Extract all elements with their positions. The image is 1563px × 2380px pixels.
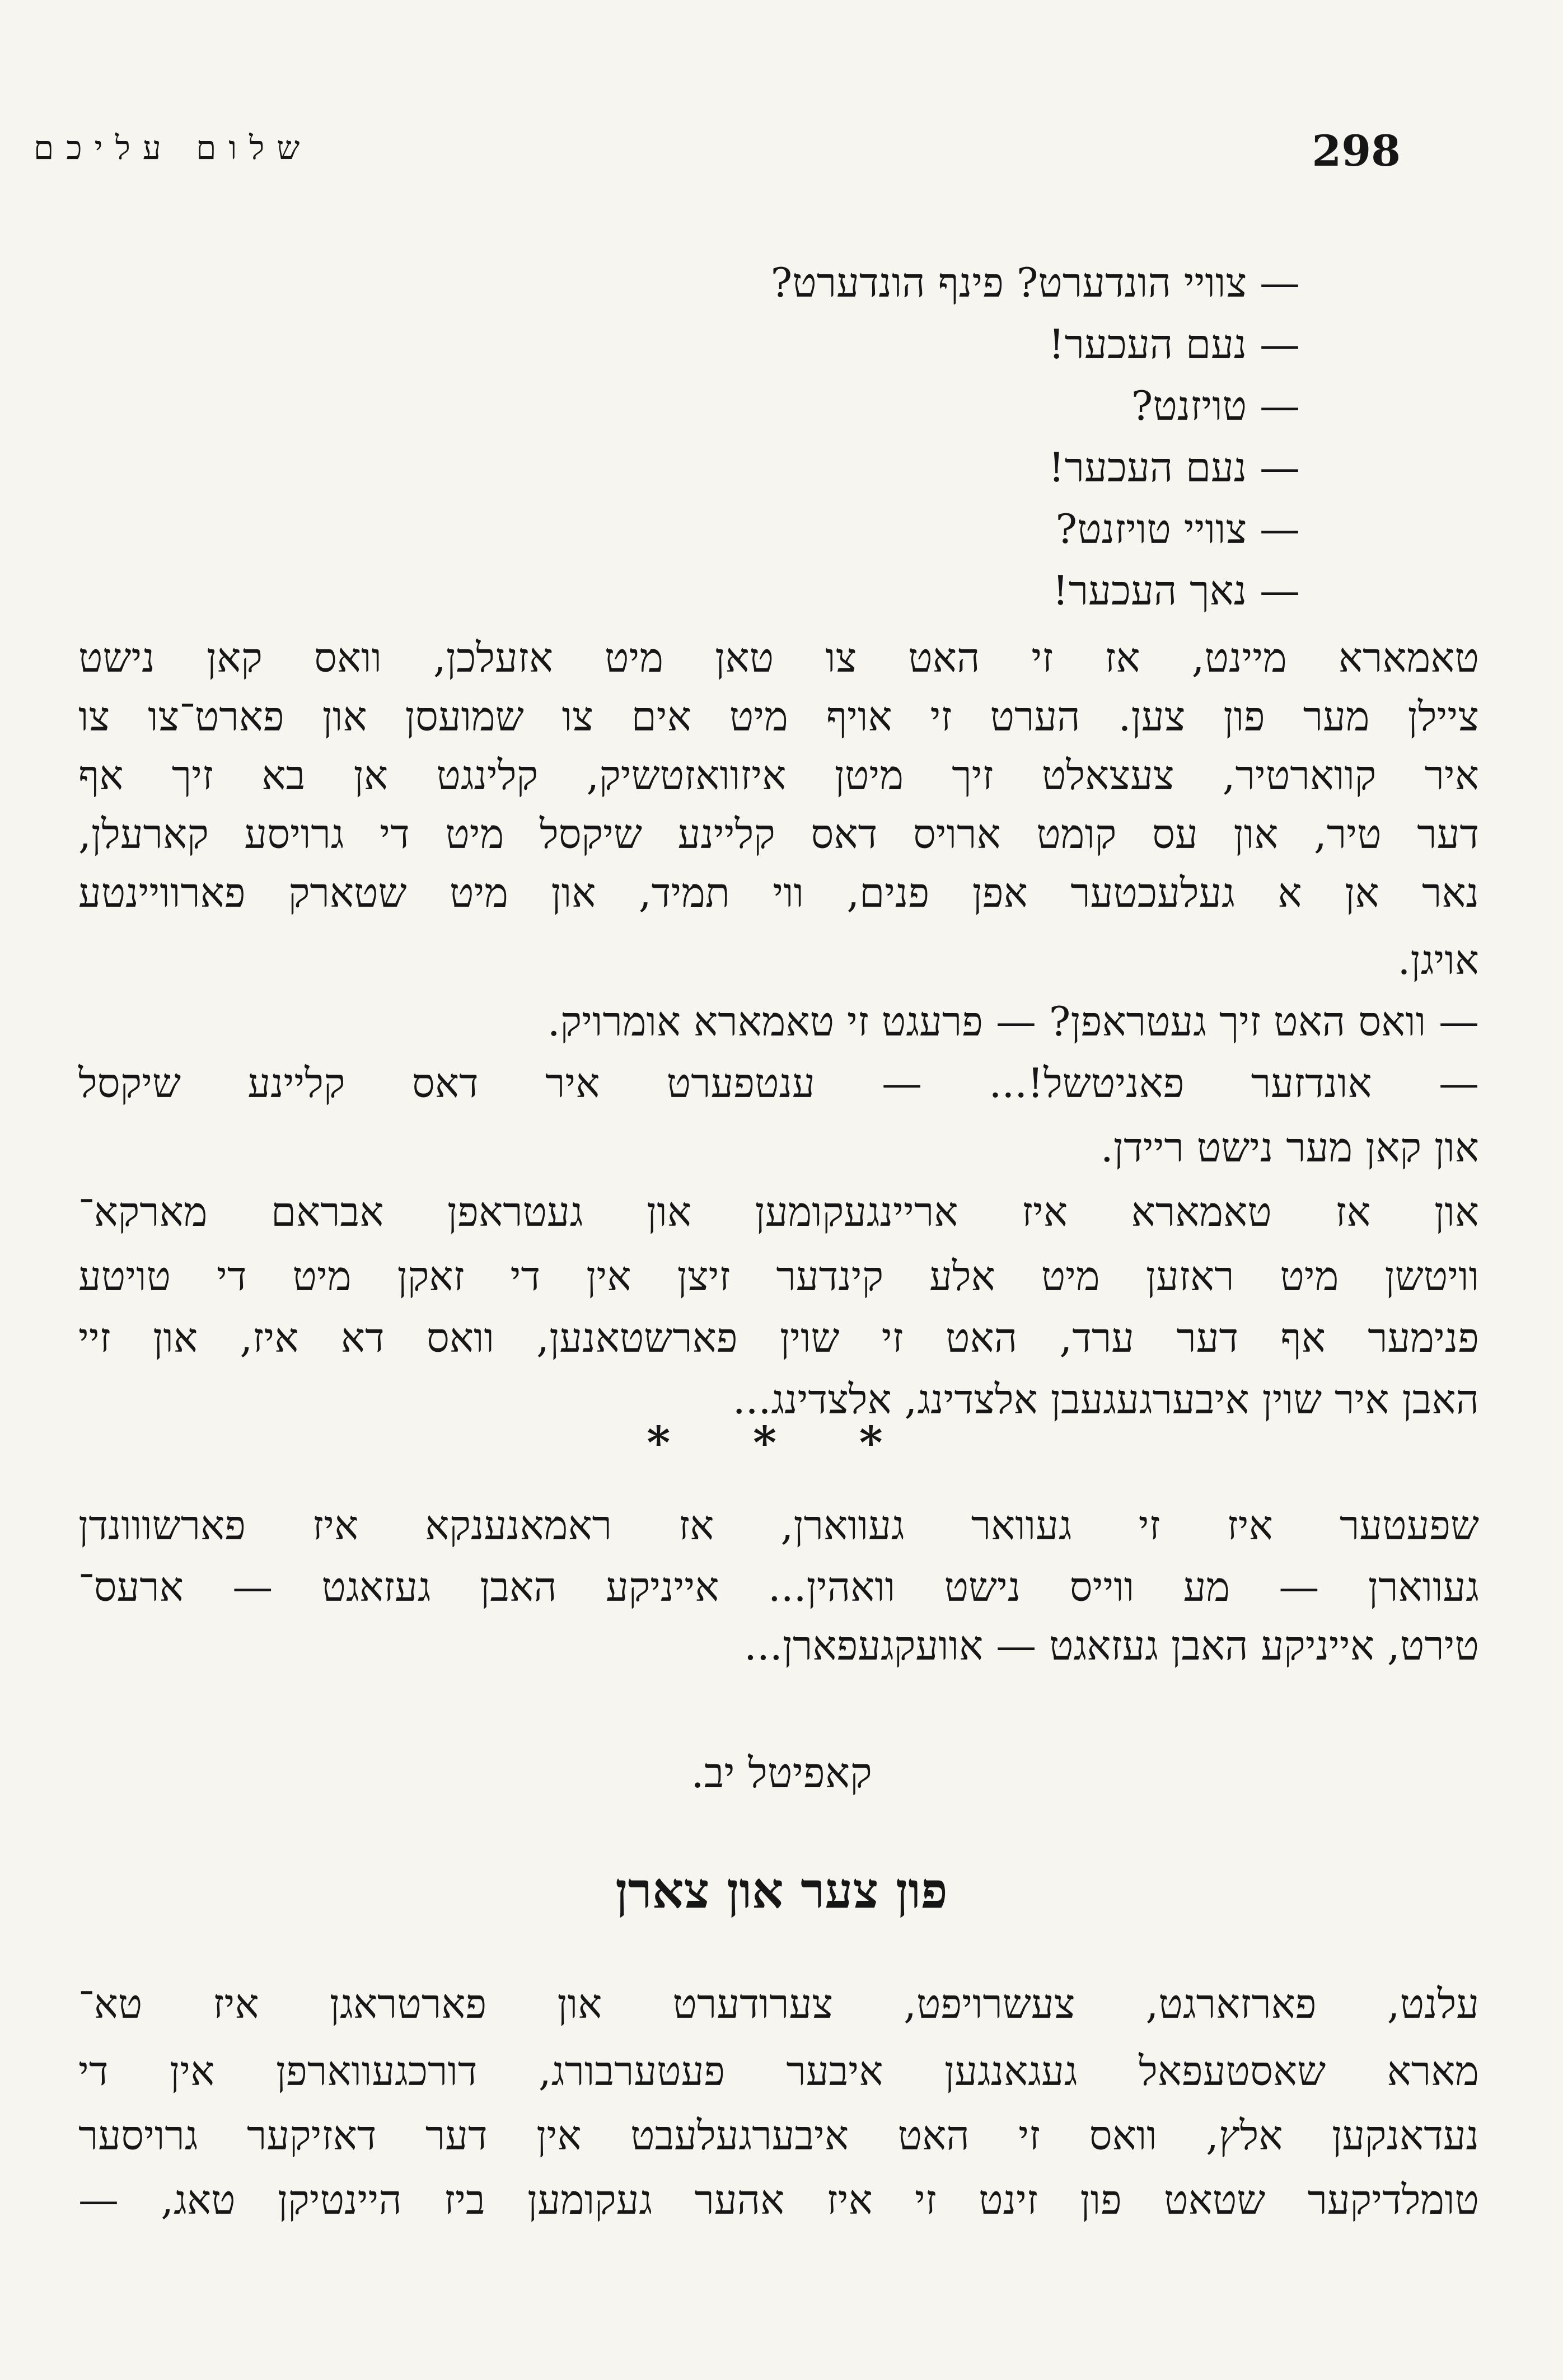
paragraph-line: עלנט, פארזארגט, צעשרויפט, צערודערט און פארטראגן איז טא־ <box>78 1980 1479 2027</box>
running-head: שלום עליכם <box>34 129 312 167</box>
chapter-title: פון צער און צארן <box>615 1861 948 1919</box>
paragraph-line: טירט, אייניקע האבן געזאגט — אוועקגעפארן... <box>744 1622 1479 1669</box>
dialogue-line: — טויזנט? <box>1131 382 1300 429</box>
dialogue-line: — נעם העכער! <box>1048 444 1300 491</box>
paragraph-line: נאר אן א געלעכטער אפן פנים, ווי תמיד, און מיט שטארק פארוויינטע <box>78 869 1479 916</box>
paragraph-line: נעדאנקען אלץ, וואס זי האט איבערגעלעבט אין דער דאזיקער גרויסער <box>78 2112 1479 2159</box>
paragraph-line: געווארן — מע ווייס נישט וואהין... אייניקע האבן געזאגט — ארעס־ <box>78 1563 1479 1610</box>
paragraph-line: דער טיר, און עס קומט ארויס דאס קליינע שיקסל מיט די גרויסע קארעלן, <box>78 810 1479 858</box>
paragraph-line: שפעטער איז זי געוואר געווארן, אז ראמאנענקא איז פארשווונדן <box>78 1502 1479 1549</box>
paragraph-line: אויגן. <box>1397 936 1479 983</box>
dialogue-line: — וואס האט זיך געטראפן? — פרעגט זי טאמארא אומרויק. <box>547 998 1479 1045</box>
paragraph-line: און אז טאמארא איז אריינגעקומען און געטראפן אבראם מארקא־ <box>78 1188 1479 1235</box>
dialogue-line: — אונדזער פאניטשל!... — ענטפערט איר דאס קליינע שיקסל <box>78 1060 1479 1107</box>
paragraph-line: ציילן מער פון צען. הערט זי אויף מיט אים צו שמועסן און פארט־צו צו <box>78 693 1479 740</box>
paragraph-line: טומלדיקער שטאט פון זינט זי איז אהער געקומען ביז היינטיקן טאג, — <box>78 2176 1479 2223</box>
paragraph-line: וויטשן מיט ראזען מיט אלע קינדער זיצן אין די זאקן מיט די טויטע <box>78 1253 1479 1300</box>
chapter-label: קאפיטל יב. <box>691 1749 872 1797</box>
dialogue-line: — נאך העכער! <box>1052 567 1300 614</box>
section-break: * * * <box>647 1416 916 1469</box>
dialogue-line: — נעם העכער! <box>1048 321 1300 368</box>
paragraph-line: טאמארא מיינט, אז זי האט צו טאן מיט אזעלכן, וואס קאן נישט <box>78 634 1479 681</box>
paragraph-line: האבן איר שוין איבערגעגעבן אלצדינג, אלצדינג... <box>732 1376 1479 1423</box>
paragraph-line: פנימער אף דער ערד, האט זי שוין פארשטאנען, וואס דא איז, און זיי <box>78 1314 1479 1361</box>
dialogue-line: — צוויי טויזנט? <box>1055 505 1300 552</box>
page-number: 298 <box>1312 126 1401 176</box>
dialogue-line: — צוויי הונדערט? פינף הונדערט? <box>770 259 1300 306</box>
dialogue-line: און קאן מער נישט ריידן. <box>1100 1124 1479 1171</box>
paragraph-line: איר קווארטיר, צעצאלט זיך מיטן איזוואזטשיק, קלינגט אן בא זיך אף <box>78 752 1479 799</box>
paragraph-line: מארא שאסטעפאל געגאנגען איבער פעטערבורג, דורכגעווארפן אין די <box>78 2048 1479 2095</box>
